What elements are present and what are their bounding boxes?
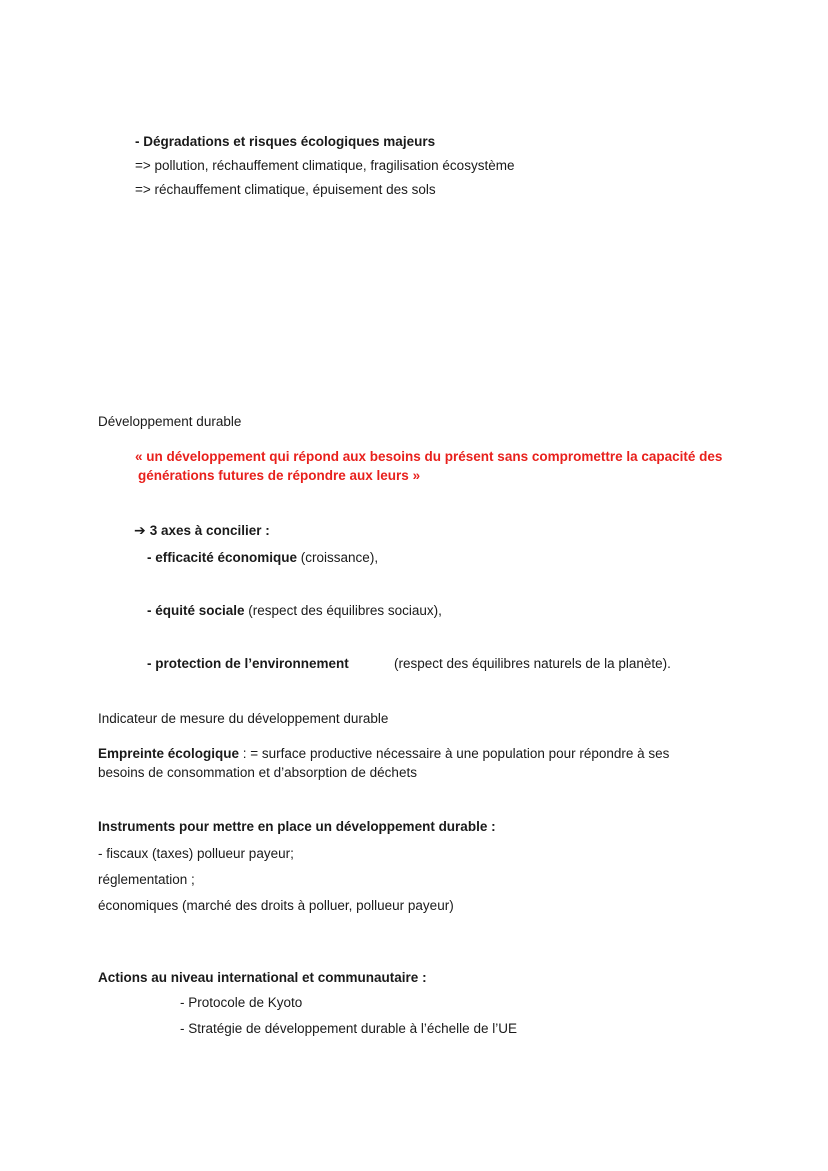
ecological-footprint-line-2: besoins de consommation et d’absorption de déchets: [98, 765, 417, 780]
axes-heading-text: 3 axes à concilier :: [149, 523, 270, 538]
actions-heading: Actions au niveau international et communautaire :: [98, 970, 427, 985]
axis-label: - efficacité économique: [147, 550, 298, 565]
axis-item-social: [147, 602, 442, 620]
axis-detail: (croissance),: [297, 550, 379, 565]
definition-quote-line-2: générations futures de répondre aux leurs »: [138, 468, 421, 483]
ecological-footprint-definition: : = surface productive nécessaire à une population pour répondre à ses: [239, 746, 670, 761]
action-item-eu-strategy: - Stratégie de développement durable à l’échelle de l’UE: [180, 1021, 517, 1036]
ecological-risks-heading: - Dégradations et risques écologiques majeurs: [135, 134, 436, 149]
instrument-item-fiscal: - fiscaux (taxes) pollueur payeur;: [98, 846, 294, 861]
instrument-item-regulation: réglementation ;: [98, 872, 195, 887]
sustainable-dev-title: Développement durable: [98, 414, 242, 429]
axes-heading: [134, 521, 270, 540]
axis-label: - équité sociale: [147, 603, 245, 618]
ecological-footprint-line-1: [98, 745, 669, 763]
axis-item-economic: [147, 549, 378, 567]
ecological-risks-line-2: => réchauffement climatique, épuisement des sols: [135, 182, 436, 197]
ecological-footprint-term: Empreinte écologique: [98, 746, 240, 761]
ecological-risks-line-1: => pollution, réchauffement climatique, fragilisation écosystème: [135, 158, 515, 173]
right-arrow-icon: ➔: [134, 522, 146, 538]
indicator-title: Indicateur de mesure du développement durable: [98, 711, 389, 726]
action-item-kyoto: - Protocole de Kyoto: [180, 995, 303, 1010]
definition-quote-line-1: « un développement qui répond aux besoins du présent sans compromettre la capacité des: [135, 449, 723, 464]
instrument-item-economic: économiques (marché des droits à polluer, pollueur payeur): [98, 898, 454, 913]
instruments-heading: Instruments pour mettre en place un développement durable :: [98, 819, 496, 834]
axis-detail: (respect des équilibres sociaux),: [244, 603, 442, 618]
axis-detail-environment: (respect des équilibres naturels de la planète).: [394, 656, 671, 671]
axis-label-environment: - protection de l’environnement: [147, 656, 349, 671]
